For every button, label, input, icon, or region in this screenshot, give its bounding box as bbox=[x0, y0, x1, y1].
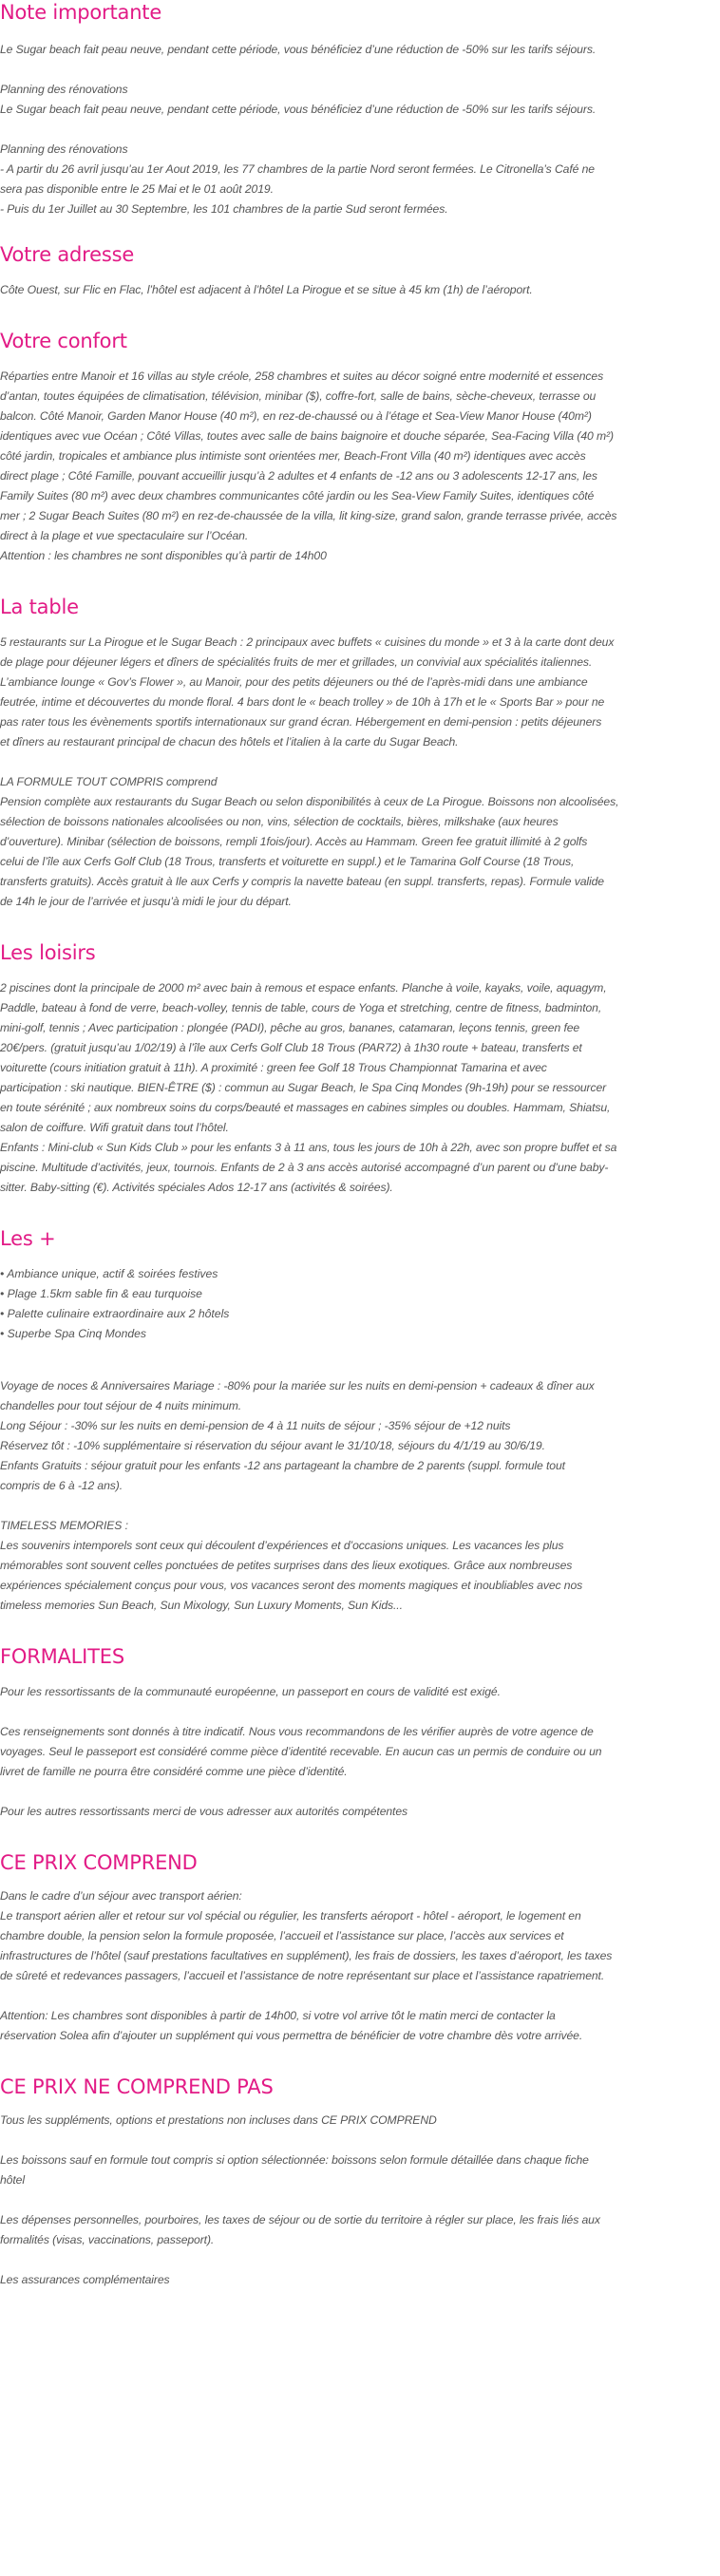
memories-line: Les souvenirs intemporels sont ceux qui découlent d’expériences et d’occasions uniques. Les vacances les plus bbox=[0, 1539, 564, 1552]
table-line: et dîners au restaurant principal de chacun des hôtels et l’italien à la carte du Sugar Beach. bbox=[0, 735, 459, 748]
comprend-line: Dans le cadre d’un séjour avec transport aérien: bbox=[0, 1889, 242, 1903]
ne-comprend-text: Les assurances complémentaires bbox=[0, 2273, 170, 2286]
section-title-comprend: CE PRIX COMPREND bbox=[0, 1851, 198, 1874]
comprend-line: chambre double, la pension selon la formule proposée, l’accueil et l’assistance sur place, l’accès aux services et bbox=[0, 1929, 564, 1942]
formule-line: celui de l’île aux Cerfs Golf Club (18 Trous, transferts et voiturette en suppl.) et le Tamarina Golf Course (18 Trous, bbox=[0, 855, 575, 868]
offres-line: compris de 6 à -12 ans). bbox=[0, 1479, 123, 1492]
comprend-attention: réservation Solea afin d’ajouter un supplément qui vous permettra de bénéficier de votre chambre dès votre arrivée. bbox=[0, 2029, 583, 2042]
formalites-line: voyages. Seul le passeport est considéré comme pièce d’identité recevable. En aucun cas un permis de conduire ou un bbox=[0, 1745, 602, 1758]
confort-line: Family Suites (80 m²) avec deux chambres communicantes côté jardin ou les Sea-View Family Suites, identiques côté bbox=[0, 489, 595, 502]
loisirs-line: 2 piscines dont la principale de 2000 m² avec bain à remous et espace enfants. Planche à voile, kayaks, voile, aquagym, bbox=[0, 981, 607, 994]
comprend-attention: Attention: Les chambres sont disponibles à partir de 14h00, si votre vol arrive tôt le matin merci de contacter la bbox=[0, 2009, 556, 2022]
formalites-text: Pour les ressortissants de la communauté européenne, un passeport en cours de validité est exigé. bbox=[0, 1685, 501, 1698]
formule-line: sélection de boissons nationales alcoolisées ou non, vins, sélection de cocktails, bières, milkshake (aux heures bbox=[0, 815, 559, 828]
confort-line: direct plage ; Côté Famille, pouvant accueillir jusqu’à 2 adultes et 4 enfants de -12 ans ou 3 adolescents 12-17 ans, les bbox=[0, 469, 597, 483]
table-line: de plage pour déjeuner légers et dîners de spécialités fruits de mer et grillades, un convivial aux spécialités italiennes. bbox=[0, 655, 593, 669]
loisirs-line: mini-golf, tennis ; Avec participation : plongée (PADI), pêche au gros, bananes, catamaran, leçons tennis, green fee bbox=[0, 1021, 580, 1034]
comprend-line: Le transport aérien aller et retour sur vol spécial ou régulier, les transferts aéroport - hôtel - aéroport, le logement en bbox=[0, 1909, 581, 1923]
offres-line: Voyage de noces & Anniversaires Mariage : -80% pour la mariée sur les nuits en demi-pension + cadeaux & dîner aux bbox=[0, 1379, 595, 1392]
ne-comprend-line: hôtel bbox=[0, 2173, 25, 2187]
loisirs-line: sitter. Baby-sitting (€). Activités spéciales Ados 12-17 ans (activités & soirées). bbox=[0, 1181, 393, 1194]
loisirs-line: en toute sérénité ; aux nombreux soins du corps/beauté et massages en cabines simples ou doubles. Hammam, Shiatsu, bbox=[0, 1101, 611, 1114]
comprend-line: infrastructures de l’hôtel (sauf prestations facultatives en supplément), les frais de dossiers, les taxes d’aéroport, les taxes bbox=[0, 1949, 613, 1962]
section-title-table: La table bbox=[0, 596, 79, 618]
ne-comprend-text: Tous les suppléments, options et prestations non incluses dans CE PRIX COMPREND bbox=[0, 2113, 437, 2127]
section-title-note: Note importante bbox=[0, 1, 162, 24]
confort-line: mer ; 2 Sugar Beach Suites (80 m²) en rez-de-chaussée de la villa, lit king-size, grand salon, grande terrasse privée, accès bbox=[0, 509, 617, 522]
formule-line: d’ouverture). Minibar (sélection de boissons, rempli 1fois/jour). Accès au Hammam. Green fee gratuit illimité à 2 golfs bbox=[0, 835, 588, 848]
section-title-adresse: Votre adresse bbox=[0, 243, 135, 266]
offres-line: Enfants Gratuits : séjour gratuit pour les enfants -12 ans partageant la chambre de 2 parents (suppl. formule tout bbox=[0, 1459, 565, 1472]
comprend-line: de sûreté et redevances passagers, l’accueil et l’assistance de notre représentant sur place et l’assistance rapatriement. bbox=[0, 1969, 605, 1982]
confort-line: côté jardin, tropicales et ambiance plus intimiste sont orientées mer, Beach-Front Villa (40 m²) identiques avec accès bbox=[0, 449, 586, 463]
note-line: - Puis du 1er Juillet au 30 Septembre, les 101 chambres de la partie Sud seront fermées. bbox=[0, 202, 448, 216]
plus-list bbox=[0, 1264, 720, 1344]
formalites-text: Pour les autres ressortissants merci de vous adresser aux autorités compétentes bbox=[0, 1805, 408, 1818]
memories-title: TIMELESS MEMORIES : bbox=[0, 1519, 128, 1532]
note-planning-text: Le Sugar beach fait peau neuve, pendant cette période, vous bénéficiez d’une réduction de -50% sur les tarifs séjours. bbox=[0, 103, 597, 116]
formalites-line: Ces renseignements sont donnés à titre indicatif. Nous vous recommandons de les vérifier auprès de votre agence de bbox=[0, 1725, 594, 1738]
table-line: pas rater tous les évènements sportifs internationaux sur grand écran. Hébergement en demi-pension : petits déjeuners bbox=[0, 715, 602, 729]
loisirs-line: Paddle, bateau à fond de verre, beach-volley, tennis de table, cours de Yoga et stretching, centre de fitness, badminton, bbox=[0, 1001, 602, 1014]
ne-comprend-line: Les dépenses personnelles, pourboires, les taxes de séjour ou de sortie du territoire à régler sur place, les frais liés aux bbox=[0, 2213, 600, 2226]
note-line: - A partir du 26 avril jusqu’au 1er Aout 2019, les 77 chambres de la partie Nord seront fermées. Le Citronella’s Café ne bbox=[0, 162, 595, 176]
adresse-text: Côte Ouest, sur Flic en Flac, l’hôtel est adjacent à l’hôtel La Pirogue et se situe à 45 km (1h) de l’aéroport. bbox=[0, 283, 533, 296]
note-planning-title: Planning des rénovations bbox=[0, 83, 128, 96]
list-item: • Superbe Spa Cinq Mondes bbox=[0, 1324, 720, 1344]
formalites-line: livret de famille ne pourra être considéré comme une pièce d’identité. bbox=[0, 1765, 348, 1778]
table-line: feutrée, intime et découvertes du monde floral. 4 bars dont le « beach trolley » de 10h à 17h et le « Sports Bar » pour ne bbox=[0, 695, 605, 709]
confort-line: d’antan, toutes équipées de climatisation, télévision, minibar ($), coffre-fort, salle de bains, sèche-cheveux, terrasse ou bbox=[0, 389, 597, 403]
confort-line: direct à la plage et vue spectaculaire sur l’Océan. bbox=[0, 529, 249, 542]
memories-line: timeless memories Sun Beach, Sun Mixology, Sun Luxury Moments, Sun Kids... bbox=[0, 1599, 403, 1612]
section-title-formalites: FORMALITES bbox=[0, 1645, 125, 1668]
ne-comprend-line: Les boissons sauf en formule tout compris si option sélectionnée: boissons selon formule détaillée dans chaque fiche bbox=[0, 2153, 589, 2167]
loisirs-line: 20€/pers. (gratuit jusqu’au 1/02/19) à l’île aux Cerfs Golf Club 18 Trous (PAR72) à 1h30 route + bateau, transferts et bbox=[0, 1041, 582, 1054]
confort-line: identiques avec vue Océan ; Côté Villas, toutes avec salle de bains baignoire et douche séparée, Sea-Facing Villa (40 m²) bbox=[0, 429, 614, 443]
loisirs-line: voiturette (cours initiation gratuit à 11h). A proximité : green fee Golf 18 Trous Championnat Tamarina et avec bbox=[0, 1061, 547, 1074]
list-item: • Ambiance unique, actif & soirées festives bbox=[0, 1264, 720, 1284]
note-planning-title: Planning des rénovations bbox=[0, 142, 128, 156]
section-title-plus: Les + bbox=[0, 1227, 56, 1250]
memories-line: mémorables sont souvent celles ponctuées de petites surprises dans des lieux exotiques. Grâce aux nombreuses bbox=[0, 1559, 573, 1572]
list-item: • Palette culinaire extraordinaire aux 2 hôtels bbox=[0, 1304, 720, 1324]
table-line: 5 restaurants sur La Pirogue et le Sugar Beach : 2 principaux avec buffets « cuisines du monde » et 3 à la carte dont deux bbox=[0, 635, 615, 649]
list-item: • Plage 1.5km sable fin & eau turquoise bbox=[0, 1284, 720, 1304]
loisirs-line: participation : ski nautique. BIEN-ÊTRE ($) : commun au Sugar Beach, le Spa Cinq Mondes (9h-19h) pour se ressourcer bbox=[0, 1081, 607, 1094]
offres-line: Réservez tôt : -10% supplémentaire si réservation du séjour avant le 31/10/18, séjours du 4/1/19 au 30/6/19. bbox=[0, 1439, 545, 1452]
formule-line: Pension complète aux restaurants du Sugar Beach ou selon disponibilités à ceux de La Pirogue. Boissons non alcoolisées, bbox=[0, 795, 619, 808]
note-text: Le Sugar beach fait peau neuve, pendant cette période, vous bénéficiez d’une réduction de -50% sur les tarifs séjours. bbox=[0, 43, 597, 56]
formule-title: LA FORMULE TOUT COMPRIS comprend bbox=[0, 775, 218, 788]
offres-line: chandelles pour tout séjour de 4 nuits minimum. bbox=[0, 1399, 242, 1412]
table-line: L’ambiance lounge « Gov’s Flower », au Manoir, pour des petits déjeuners ou thé de l’après-midi dans une ambiance bbox=[0, 675, 588, 689]
loisirs-line: piscine. Multitude d’activités, jeux, tournois. Enfants de 2 à 3 ans accès autorisé accompagné d’un parent ou d’une baby- bbox=[0, 1161, 609, 1174]
section-title-ne-comprend: CE PRIX NE COMPREND PAS bbox=[0, 2075, 274, 2098]
loisirs-line: salon de coiffure. Wifi gratuit dans tout l’hôtel. bbox=[0, 1121, 229, 1134]
section-title-confort: Votre confort bbox=[0, 330, 127, 352]
formule-line: transferts gratuits). Accès gratuit à Ile aux Cerfs y compris la navette bateau (en suppl. transferts, repas). Formule valide bbox=[0, 875, 604, 888]
memories-line: expériences spécialement conçus pour vous, vos vacances seront des moments magiques et inoubliables avec nos bbox=[0, 1579, 583, 1592]
offres-line: Long Séjour : -30% sur les nuits en demi-pension de 4 à 11 nuits de séjour ; -35% séjour de +12 nuits bbox=[0, 1419, 511, 1432]
loisirs-line: Enfants : Mini-club « Sun Kids Club » pour les enfants 3 à 11 ans, tous les jours de 10h à 22h, avec son propre buffet et sa bbox=[0, 1141, 617, 1154]
formule-line: de 14h le jour de l’arrivée et jusqu’à midi le jour du départ. bbox=[0, 895, 292, 908]
note-line: sera pas disponible entre le 25 Mai et le 01 août 2019. bbox=[0, 182, 274, 196]
confort-line: balcon. Côté Manoir, Garden Manor House (40 m²), en rez-de-chaussé ou à l’étage et Sea-View Manor House (40m²) bbox=[0, 409, 592, 423]
ne-comprend-line: formalités (visas, vaccinations, passeport). bbox=[0, 2233, 215, 2246]
confort-line: Attention : les chambres ne sont disponibles qu’à partir de 14h00 bbox=[0, 549, 327, 562]
confort-line: Réparties entre Manoir et 16 villas au style créole, 258 chambres et suites au décor soigné entre modernité et essences bbox=[0, 369, 604, 383]
section-title-loisirs: Les loisirs bbox=[0, 941, 96, 964]
